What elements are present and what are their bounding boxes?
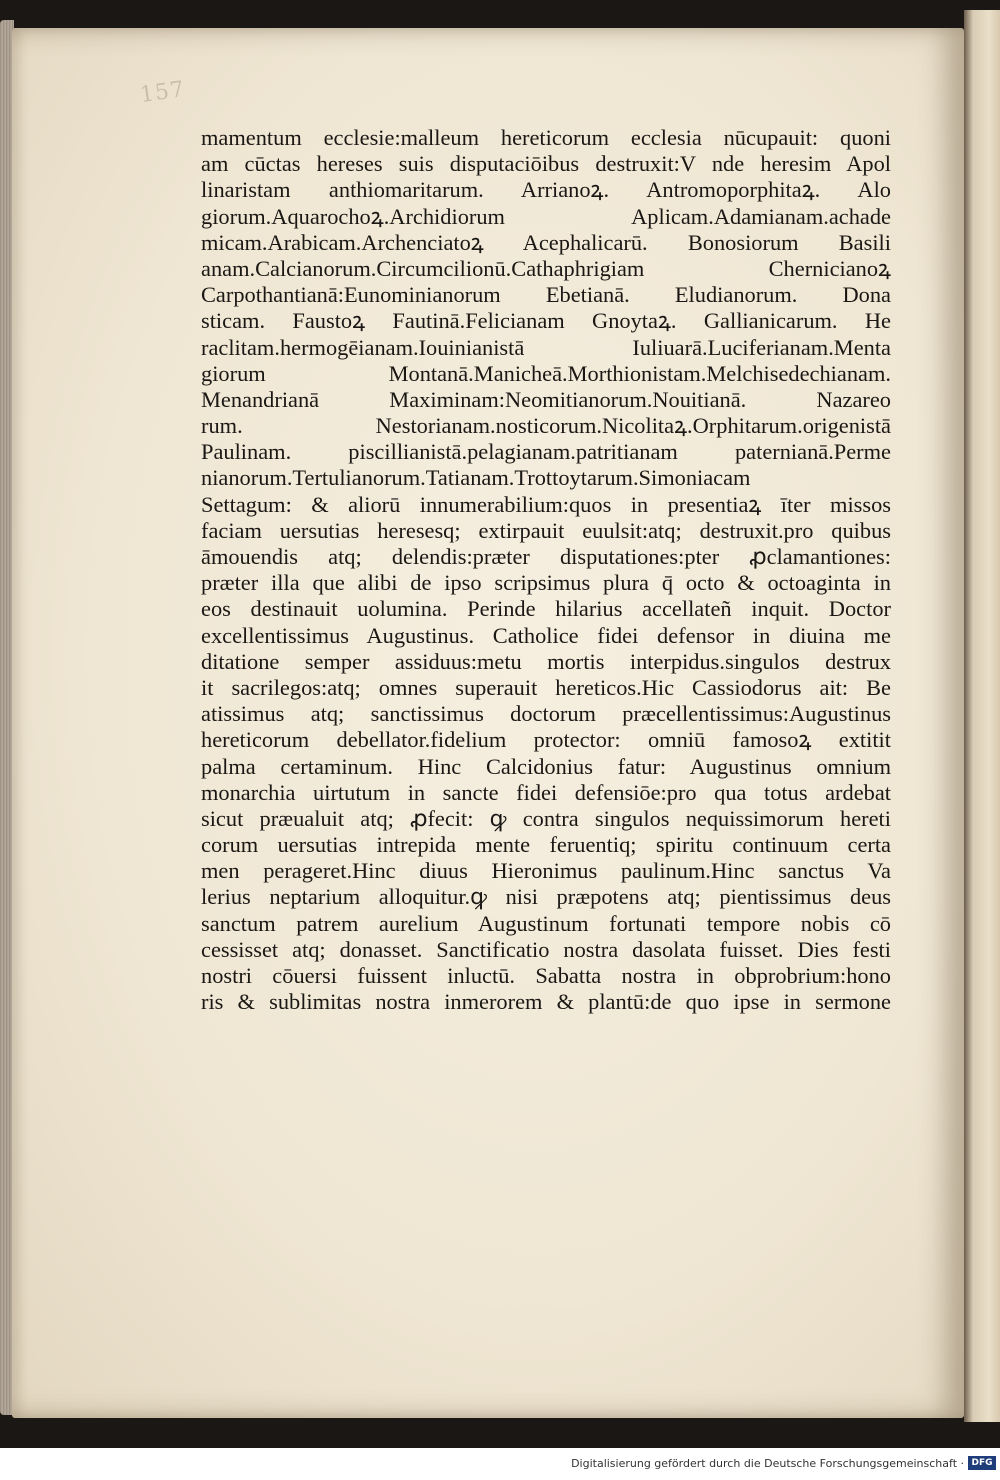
text-line: giorum Montanā.Manicheā.Morthionistam.Melchisedechianam. xyxy=(201,360,891,386)
text-line: sticam. Faustoꝝ Fautinā.Felicianam Gnoytaꝝ. Gallianicarum. He xyxy=(201,308,891,334)
text-line: linaristam anthiomaritarum. Arrianoꝝ. Antromoporphitaꝝ. Alo xyxy=(201,177,891,203)
text-line: cessisset atq; donasset. Sanctificatio nostra dasolata fuisset. Dies festi xyxy=(201,936,891,962)
text-line: Carpothantianā:Eunominianorum Ebetianā. Eludianorum. Dona xyxy=(201,282,891,308)
text-line: ditatione semper assiduus:metu mortis interpidus.singulos destrux xyxy=(201,648,891,674)
text-line: faciam uersutias heresesq; extirpauit euulsit:atq; destruxit.pro quibus xyxy=(201,517,891,543)
text-line: corum uersutias intrepida mente feruentiq; spiritu continuum certa xyxy=(201,832,891,858)
text-line: rum. Nestorianam.nosticorum.Nicolitaꝝ.Orphitarum.origenistā xyxy=(201,413,891,439)
text-line: micam.Arabicam.Archenciatoꝝ Acephalicarū. Bonosiorum Basili xyxy=(201,229,891,255)
facing-page-edge xyxy=(964,10,1000,1422)
text-line: giorum.Aquarochoꝝ.Archidiorum Aplicam.Adamianam.achade xyxy=(201,203,891,229)
text-line: mamentum ecclesie:malleum hereticorum ecclesia nūcupauit: quoni xyxy=(201,125,891,150)
text-line: āmouendis atq; delendis:præter disputationes:pter ꝓclamantiones: xyxy=(201,544,891,569)
text-line: eos destinauit uolumina. Perinde hilarius accellateñ inquit. Doctor xyxy=(201,596,891,622)
text-line: palma certaminum. Hinc Calcidonius fatur: Augustinus omnium xyxy=(201,753,891,779)
text-line: lerius neptarium alloquitur.ꝙ nisi præpotens atq; pientissimus deus xyxy=(201,884,891,910)
text-line: hereticorum debellator.fidelium protector: omniū famosoꝝ extitit xyxy=(201,727,891,753)
text-line: Settagum: & aliorū innumerabilium:quos in presentiaꝝ īter missos xyxy=(201,491,891,517)
text-line: anam.Calcianorum.Circumcilionū.Cathaphrigiam Chernicianoꝝ xyxy=(201,255,891,281)
text-block xyxy=(201,125,891,1015)
text-line: atissimus atq; sanctissimus doctorum præcellentissimus:Augustinus xyxy=(201,701,891,727)
text-line: am cūctas hereses suis disputaciōibus destruxit:V nde heresim Apol xyxy=(201,151,891,177)
text-line: Menandrianā Maximinam:Neomitianorum.Nouitianā. Nazareo xyxy=(201,386,891,412)
dfg-logo: DFG xyxy=(968,1456,996,1470)
text-line: men perageret.Hinc diuus Hieronimus paulinum.Hinc sanctus Va xyxy=(201,858,891,884)
text-line: it sacrilegos:atq; omnes superauit hereticos.Hic Cassiodorus ait: Be xyxy=(201,674,891,700)
funding-credit: Digitalisierung gefördert durch die Deutsche Forschungsgemeinschaft · xyxy=(571,1457,964,1470)
text-line: præter illa que alibi de ipso scripsimus plura q̄ octo & octoaginta in xyxy=(201,570,891,596)
text-line: sanctum patrem aurelium Augustinum fortunati tempore nobis cō xyxy=(201,910,891,936)
text-line: nianorum.Tertulianorum.Tatianam.Trottoytarum.Simoniacam xyxy=(201,465,751,491)
text-line: excellentissimus Augustinus. Catholice fidei defensor in diuina me xyxy=(201,622,891,648)
text-line: nostri cōuersi fuissent inluctū. Sabatta nostra in obprobrium:hono xyxy=(201,963,891,988)
text-line: ris & sublimitas nostra inmerorem & plantū:de quo ipse in sermone xyxy=(201,989,891,1015)
text-line: monarchia uirtutum in sancte fidei defensiōe:pro qua totus ardebat xyxy=(201,779,891,805)
text-line: sicut præualuit atq; ꝓfecit: ꝙ contra singulos nequissimorum hereti xyxy=(201,805,891,831)
text-line: raclitam.hermogēianam.Iouinianistā Iuliuarā.Luciferianam.Menta xyxy=(201,334,891,360)
digitization-footer xyxy=(0,1448,1000,1480)
folio-number: 157 xyxy=(138,76,187,109)
text-line: Paulinam. piscillianistā.pelagianam.patritianam paternianā.Perme xyxy=(201,439,891,465)
